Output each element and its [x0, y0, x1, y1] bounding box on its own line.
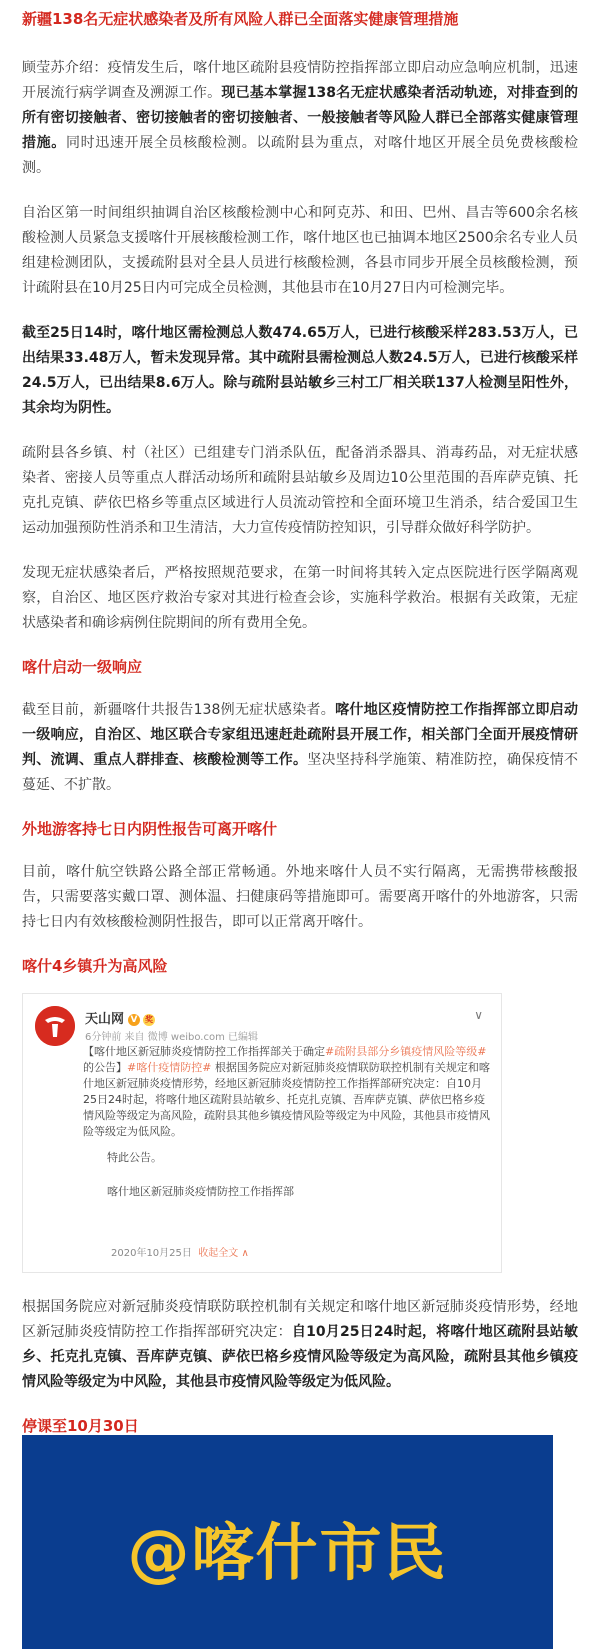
medal-badge-icon: 奖 [145, 1015, 154, 1024]
post-date: 2020年10月25日 [111, 1248, 192, 1259]
banner-title: @喀什市民 [127, 1516, 448, 1589]
post-notice: 特此公告。 [107, 1151, 162, 1164]
paragraph-level-one-response [22, 698, 578, 798]
section-heading-health-management: 新疆138名无症状感染者及所有风险人群已全面落实健康管理措施 [22, 10, 459, 28]
topic-link[interactable]: #喀什疫情防控# [127, 1061, 212, 1074]
kashgar-notice-banner [22, 1435, 553, 1649]
collapse-text-link[interactable]: 收起全文 ∧ [198, 1248, 249, 1259]
account-name[interactable] [85, 1008, 155, 1027]
paragraph-text: 根据国务院应对新冠肺炎疫情联防联控机制有关规定和喀什地区新冠肺炎疫情形势，经地区新冠肺炎疫情防控工作指挥部研究决定： [22, 1299, 578, 1340]
paragraph-text: 同时迅速开展全员核酸检测。以疏附县为重点，对喀什地区开展全员免费核酸检测。 [22, 135, 579, 176]
paragraph-text: 截至目前，新疆喀什共报告138例无症状感染者。 [22, 702, 336, 718]
paragraph-response [22, 56, 578, 181]
verified-badge-icon: V [128, 1014, 140, 1026]
account-avatar[interactable] [35, 1006, 75, 1046]
paragraph-testing-support: 自治区第一时间组织抽调自治区核酸检测中心和阿克苏、和田、巴州、昌吉等600余名核酸检测人员紧急支援喀什开展核酸检测工作，喀什地区也已抽调本地区2500余名专业人员组建检测团队，支援疏附县对全县人员进行核酸检测，各县市同步开展全员核酸检测，预计疏附县在10月25日内可完成全员检测，其他县市在10月27日内可检测完毕。 [22, 205, 578, 296]
post-text: 根据国务院应对新冠肺炎疫情联防联控机制有关规定和喀什地区新冠肺炎疫情形势，经地区新冠肺炎疫情防控工作指挥部研究决定：自10月25日24时起，将喀什地区疏附县站敏乡、托克扎克镇、吾库萨克镇、萨依巴格乡疫情风险等级定为高风险，疏附县其他乡镇疫情风险等级定为中风险，其他县市疫情风险等级定为低风险。 [83, 1061, 490, 1138]
topic-link[interactable]: #疏附县部分乡镇疫情风险等级# [325, 1045, 487, 1058]
paragraph-bold-text: 自10月25日24时起，将喀什地区疏附县站敏乡、托克扎克镇、吾库萨克镇、萨依巴格乡疫情风险等级定为高风险，疏附县其他乡镇疫情风险等级定为中风险，其他县市疫情风险等级定为低风险。 [22, 1324, 578, 1390]
chevron-down-icon[interactable]: ∨ [474, 1008, 483, 1022]
account-name-text: 天山网 [85, 1012, 125, 1027]
paragraph-testing-stats [22, 321, 578, 421]
paragraph-bold-text: 现已基本掌握138名无症状感染者活动轨迹，对排查到的所有密切接触者、密切接触者的密切接触者、一般接触者等风险人群已全部落实健康管理措施。 [22, 85, 578, 151]
paragraph-tourists: 目前，喀什航空铁路公路全部正常畅通。外地来喀什人员不实行隔离，无需携带核酸报告，只需要落实戴口罩、测体温、扫健康码等措施即可。需要离开喀什的外地游客，只需持七日内有效核酸检测阴性报告，即可以正常离开喀什。 [22, 864, 578, 930]
tianshan-logo-icon [35, 1006, 75, 1046]
post-meta: 6分钟前 来自 微博 weibo.com 已编辑 [85, 1032, 259, 1043]
paragraph-disinfection: 疏附县各乡镇、村（社区）已组建专门消杀队伍，配备消杀器具、消毒药品，对无症状感染者、密接人员等重点人群活动场所和疏附县站敏乡及周边10公里范围的吾库萨克镇、托克扎克镇、萨依巴格乡等重点区域进行人员流动管控和全面环境卫生消杀，结合爱国卫生运动加强预防性消杀和卫生清洁，大力宣传疫情防控知识，引导群众做好科学防护。 [22, 445, 578, 536]
weibo-post-body [83, 1044, 493, 1200]
post-text: 【喀什地区新冠肺炎疫情防控工作指挥部关于确定 [83, 1045, 325, 1058]
paragraph-bold-text: 喀什地区疫情防控工作指挥部立即启动一级响应，自治区、地区联合专家组迅速赶赴疏附县开展工作，相关部门全面开展疫情研判、流调、重点人群排查、核酸检测等工作。 [22, 702, 578, 768]
embedded-weibo-post [22, 993, 502, 1273]
paragraph-bold-text: 截至25日14时，喀什地区需检测总人数474.65万人，已进行核酸采样283.53万人，已出结果33.48万人，暂未发现异常。其中疏附县需检测总人数24.5万人，已进行核酸采样24.5万人，已出结果8.6万人。除与疏附县站敏乡三村工厂相关联137人检测呈阳性外，其余均为阴性。 [22, 325, 578, 416]
paragraph-risk-levels [22, 1295, 578, 1395]
section-heading-level-one-response: 喀什启动一级响应 [22, 658, 143, 676]
paragraph-text: 顾莹苏介绍：疫情发生后，喀什地区疏附县疫情防控指挥部立即启动应急响应机制，迅速开展流行病学调查及溯源工作。 [22, 60, 578, 101]
section-heading-high-risk: 喀什4乡镇升为高风险 [22, 957, 168, 975]
paragraph-text: 坚决坚持科学施策、精准防控，确保疫情不蔓延、不扩散。 [22, 752, 579, 793]
section-heading-school-suspension: 停课至10月30日 [22, 1417, 139, 1435]
weibo-post-footer [111, 1244, 249, 1259]
paragraph-medical-care: 发现无症状感染者后，严格按照规范要求，在第一时间将其转入定点医院进行医学隔离观察，自治区、地区医疗救治专家对其进行检查会诊，实施科学救治。根据有关政策，无症状感染者和确诊病例住院期间的所有费用全免。 [22, 565, 578, 631]
post-text: 的公告】 [83, 1061, 127, 1074]
section-heading-tourists: 外地游客持七日内阴性报告可离开喀什 [22, 820, 278, 838]
post-signature: 喀什地区新冠肺炎疫情防控工作指挥部 [107, 1185, 294, 1198]
